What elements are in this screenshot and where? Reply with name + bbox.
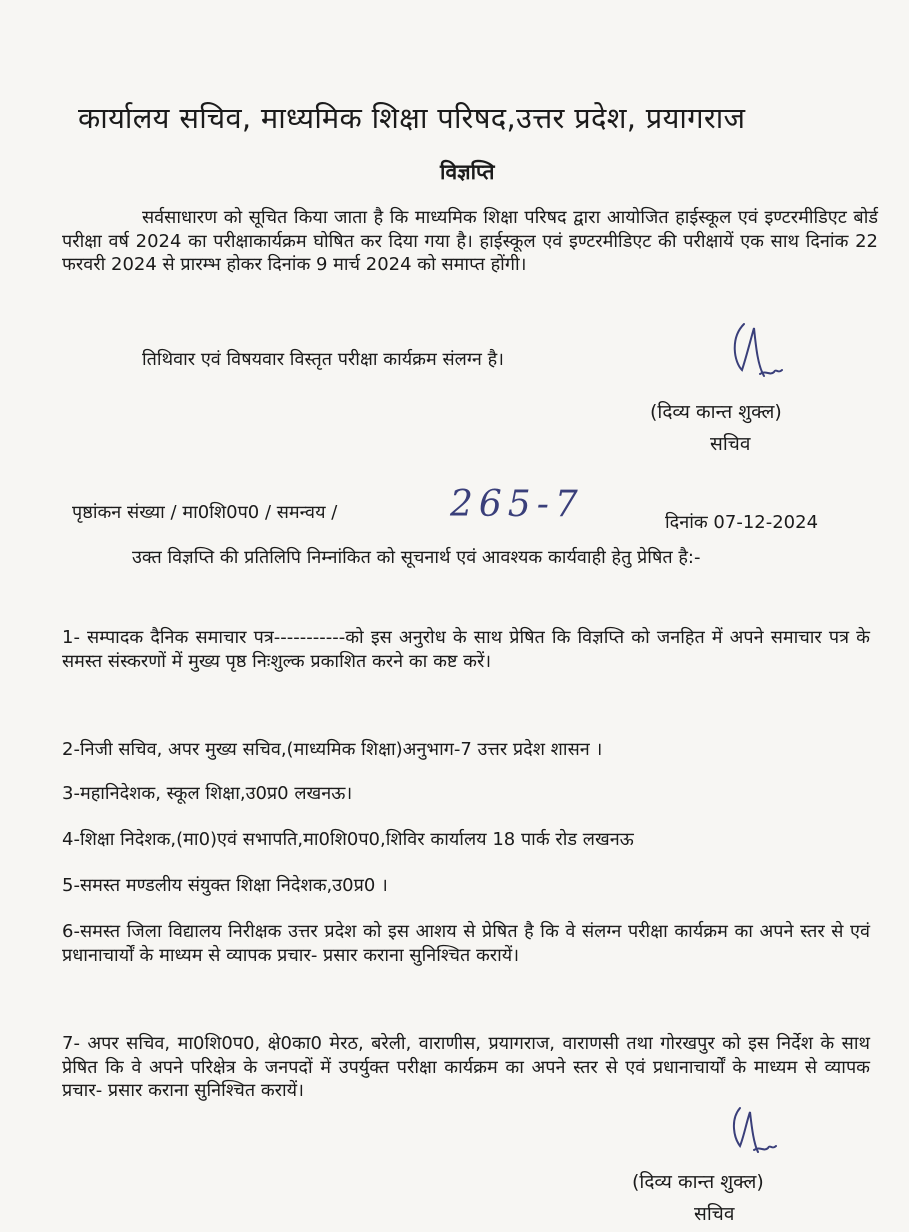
office-title: कार्यालय सचिव, माध्यमिक शिक्षा परिषद,उत्तर प्रदेश, प्रयागराज	[78, 101, 746, 135]
distribution-item-3: 3-महानिदेशक, स्कूल शिक्षा,उ0प्र0 लखनऊ।	[62, 783, 353, 804]
notice-title: विज्ञप्ति	[440, 160, 495, 184]
distribution-item-7: 7- अपर सचिव, मा0शि0प0, क्षे0का0 मेरठ, बरेली, वाराणीस, प्रयागराज, वाराणसी तथा गोरखपुर को इस निर्देश के साथ प्रेषित कि वे अपने परिक्षेत्र के जनपदों में उपर्युक्त परीक्षा कार्यक्रम का अपने स्तर से एवं प्रधानाचार्यों के माध्यम से व्यापक प्रचार- प्रसार कराना सुनिश्चित करायें।	[62, 1033, 870, 1101]
distribution-item-2: 2-निजी सचिव, अपर मुख्य सचिव,(माध्यमिक शिक्षा)अनुभाग-7 उत्तर प्रदेश शासन ।	[62, 739, 603, 760]
copy-intro: उक्त विज्ञप्ति की प्रतिलिपि निम्नांकित को सूचनार्थ एवं आवश्यक कार्यवाही हेतु प्रेषित है:-	[132, 547, 701, 568]
signature-1-name: (दिव्य कान्त शुक्ल)	[650, 401, 782, 423]
reference-number: 265-7	[450, 484, 584, 525]
notice-paragraph-1: सर्वसाधारण को सूचित किया जाता है कि माध्यमिक शिक्षा परिषद द्वारा आयोजित हाईस्कूल एवं इण्टरमीडिएट बोर्ड परीक्षा वर्ष 2024 का परीक्षाकार्यक्रम घोषित कर दिया गया है। हाईस्कूल एवं इण्टरमीडिएट की परीक्षायें एक साथ दिनांक 22 फरवरी 2024 से प्रारम्भ होकर दिनांक 9 मार्च 2024 को समाप्त होंगी।	[62, 207, 878, 275]
notice-paragraph-2: तिथिवार एवं विषयवार विस्तृत परीक्षा कार्यक्रम संलग्न है।	[142, 349, 504, 370]
signature-scribble-2	[722, 1104, 782, 1164]
signature-1-title: सचिव	[710, 433, 751, 455]
reference-date: दिनांक 07-12-2024	[665, 512, 819, 533]
distribution-item-4: 4-शिक्षा निदेशक,(मा0)एवं सभापति,मा0शि0प0,शिविर कार्यालय 18 पार्क रोड लखनऊ	[62, 829, 634, 850]
signature-2-name: (दिव्य कान्त शुक्ल)	[632, 1171, 764, 1193]
distribution-item-5: 5-समस्त मण्डलीय संयुक्त शिक्षा निदेशक,उ0प्र0 ।	[62, 875, 388, 896]
distribution-item-1: 1- सम्पादक दैनिक समाचार पत्र-----------को इस अनुरोध के साथ प्रेषित कि विज्ञप्ति को जनहित में अपने समाचार पत्र के समस्त संस्करणों में मुख्य पृष्ठ निःशुल्क प्रकाशित करने का कष्ट करें।	[62, 627, 870, 672]
signature-2-title: सचिव	[694, 1203, 735, 1225]
reference-label: पृष्ठांकन संख्या / मा0शि0प0 / समन्वय /	[72, 502, 338, 523]
distribution-item-6: 6-समस्त जिला विद्यालय निरीक्षक उत्तर प्रदेश को इस आशय से प्रेषित है कि वे संलग्न परीक्षा कार्यक्रम का अपने स्तर से एवं प्रधानाचार्यों के माध्यम से व्यापक प्रचार- प्रसार कराना सुनिश्चित करायें।	[62, 921, 870, 966]
signature-scribble-1	[720, 318, 790, 388]
